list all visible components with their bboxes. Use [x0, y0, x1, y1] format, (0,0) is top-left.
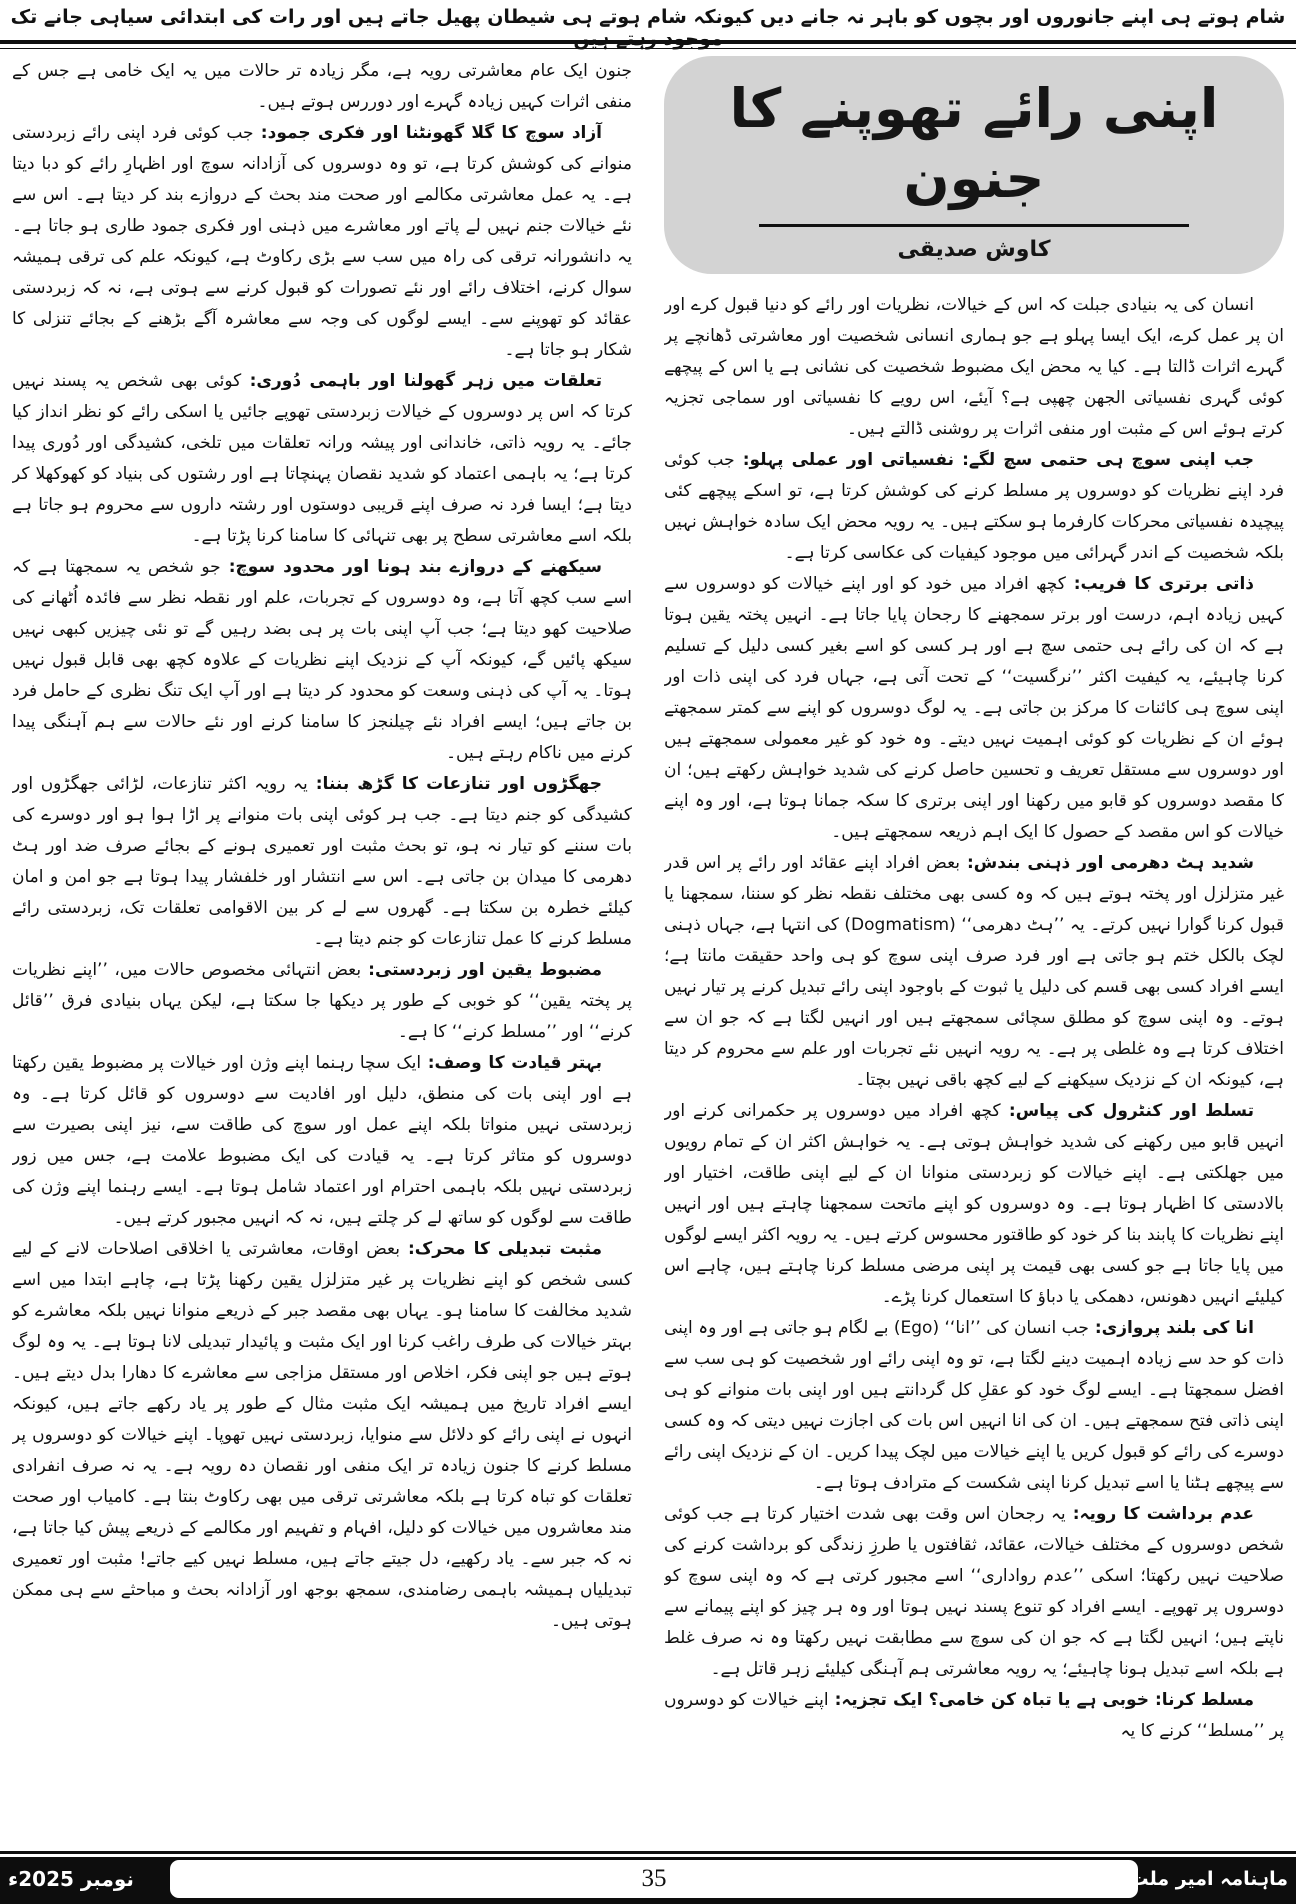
paragraph-heading: عدم برداشت کا رویہ: — [1065, 1504, 1254, 1524]
paragraph-heading: مثبت تبدیلی کا محرک: — [399, 1239, 602, 1259]
paragraph-heading: تسلط اور کنٹرول کی پیاس: — [1000, 1101, 1254, 1121]
title-underline — [759, 224, 1189, 227]
paragraph-heading: شدید ہٹ دھرمی اور ذہنی بندش: — [960, 853, 1254, 873]
author-name: کاوش صدیقی — [897, 237, 1051, 262]
article-paragraph: ذاتی برتری کا فریب: کچھ افراد میں خود کو اور اپنے خیالات کو دوسروں سے کہیں زیادہ اہم، درست اور برتر سمجھنے کا رجحان پایا جاتا ہے۔ انہیں پختہ یقین ہوتا ہے کہ ان کی رائے ہی حتمی سچ ہے اور ہر کسی کو اسے بغیر کسی دلیل کے تسلیم کرنا چاہیئے، یہ کیفیت اکثر ’’نرگسیت‘‘ کے تحت آتی ہے، جہاں فرد کی اپنی ذات اور اپنی سوچ ہی کائنات کا مرکز بن جاتی ہے۔ یہ لوگ دوسروں کو اپنے سے کمتر سمجھتے ہوئے ان کے نظریات کو کوئی اہمیت نہیں دیتے۔ وہ خود کو غیر معمولی سمجھتے ہیں اور دوسروں سے مستقل تعریف و تحسین حاصل کرنے کی شدید خواہش رکھتے ہیں؛ ان کا مقصد دوسروں کو قابو میں رکھنا اور اپنی برتری کا سکہ جمانا ہوتا ہے، اور وہ اپنے خیالات کو اس مقصد کے حصول کا ایک اہم ذریعہ سمجھتے ہیں۔ — [664, 574, 1284, 842]
article-paragraph: سیکھنے کے دروازے بند ہونا اور محدود سوچ: جو شخص یہ سمجھتا ہے کہ اسے سب کچھ آتا ہے، وہ دوسروں کے تجربات، علم اور نقطہ نظر سے فائدہ اُٹھانے کی صلاحیت کھو دیتا ہے؛ جب آپ اپنی بات پر ہی بضد رہیں گے تو نئی چیزیں کبھی نہیں سیکھ پائیں گے، کیونکہ آپ کے نزدیک اپنے نظریات کے علاوہ کچھ بھی قابل قبول نہیں ہوتا۔ یہ آپ کی ذہنی وسعت کو محدود کر دیتا ہے اور آپ ایک تنگ نظری کے حامل فرد بن جاتے ہیں؛ ایسے افراد نئے چیلنجز کا سامنا کرنے اور نئے حالات سے ہم آہنگی پیدا کرنے میں ناکام رہتے ہیں۔ — [12, 557, 632, 763]
article-paragraph: مسلط کرنا: خوبی ہے یا تباہ کن خامی؟ ایک تجزیہ: اپنے خیالات کو دوسروں پر ’’مسلط‘‘ کرنے کا یہ — [664, 1690, 1284, 1741]
paragraph-heading: آزاد سوچ کا گلا گھونٹنا اور فکری جمود: — [253, 123, 602, 143]
article-paragraph: جھگڑوں اور تنازعات کا گڑھ بننا: یہ رویہ اکثر تنازعات، لڑائی جھگڑوں اور کشیدگی کو جنم دیتا ہے۔ جب ہر کوئی اپنی بات منوانے پر اڑا ہوا ہو اور دوسرے کی بات سننے کو تیار نہ ہو، تو بحث مثبت اور تعمیری ہونے کے بجائے صرف ضد اور ہٹ دھرمی کا میدان بن جاتی ہے۔ اس سے انتشار اور خلفشار پیدا ہوتا ہے جو امن و امان کیلئے خطرہ بن سکتا ہے۔ گھروں سے لے کر بین الاقوامی تعلقات تک، زبردستی رائے مسلط کرنے کا عمل تنازعات کو جنم دیتا ہے۔ — [12, 774, 632, 949]
article-column-right — [664, 56, 1284, 1850]
paragraph-heading: جھگڑوں اور تنازعات کا گڑھ بننا: — [307, 774, 603, 794]
article-paragraph: انسان کی یہ بنیادی جبلت کہ اس کے خیالات، نظریات اور رائے کو دنیا قبول کرے اور ان پر عمل کرے، ایک ایسا پہلو ہے جو ہماری انسانی شخصیت اور معاشرتی ڈھانچے پر گہرے اثرات ڈالتا ہے۔ کیا یہ محض ایک مضبوط شخصیت کی نشانی ہے یا اس کے پیچھے کوئی گہری نفسیاتی الجھن چھپی ہے؟ آیئے، اس رویے کا نفسیاتی اور سماجی تجزیہ کرتے ہوئے اس کے مثبت اور منفی اثرات پر روشنی ڈالتے ہیں۔ — [664, 295, 1284, 439]
paragraph-heading: بہتر قیادت کا وصف: — [421, 1053, 602, 1073]
footer-issue-date: نومبر 2025ء — [8, 1867, 134, 1891]
article-paragraph: مضبوط یقین اور زبردستی: بعض انتہائی مخصوص حالات میں، ’’اپنے نظریات پر پختہ یقین‘‘ کو خوبی کے طور پر دیکھا جا سکتا ہے، لیکن یہاں بنیادی فرق ’’قائل کرنے‘‘ اور ’’مسلط کرنے‘‘ کا ہے۔ — [12, 960, 632, 1042]
page-top-note: شام ہوتے ہی اپنے جانوروں اور بچوں کو باہر نہ جانے دیں کیونکہ شام ہوتے ہی شیطان پھیل جاتے ہیں اور رات کی ابتدائی سیاہی جانے تک موجود رہتے ہیں — [10, 6, 1286, 50]
paragraph-heading: ذاتی برتری کا فریب: — [1065, 574, 1254, 594]
article-paragraph: تعلقات میں زہر گھولنا اور باہمی دُوری: کوئی بھی شخص یہ پسند نہیں کرتا کہ اس پر دوسروں کے خیالات زبردستی تھوپے جائیں یا اسکی رائے کو نظر انداز کیا جائے۔ یہ رویہ ذاتی، خاندانی اور پیشہ ورانہ تعلقات میں تلخی، کشیدگی اور دُوری پیدا کرتا ہے؛ یہ باہمی اعتماد کو شدید نقصان پہنچاتا ہے اور رشتوں کی بنیاد کو کھوکھلا کر دیتا ہے؛ ایسا فرد نہ صرف اپنے قریبی دوستوں اور رشتہ داروں سے محروم ہو جاتا ہے بلکہ اسے معاشرتی سطح پر بھی تنہائی کا سامنا کرنا پڑتا ہے۔ — [12, 371, 632, 546]
article-column-left — [12, 56, 632, 1850]
article-paragraph: بہتر قیادت کا وصف: ایک سچا رہنما اپنے وژن اور خیالات پر مضبوط یقین رکھتا ہے اور اپنی بات کی منطق، دلیل اور افادیت سے دوسروں کو قائل کرتا ہے۔ وہ زبردستی نہیں منواتا بلکہ اپنے عمل اور سوچ کی طاقت سے، نیز اپنی بصیرت سے دوسروں کو متاثر کرتا ہے۔ یہ قیادت کی ایک مضبوط علامت ہے، جس میں زور زبردستی نہیں بلکہ باہمی احترام اور اعتماد شامل ہوتا ہے۔ ایسے رہنما اپنے وژن کی طاقت سے لوگوں کو ساتھ لے کر چلتے ہیں، نہ کہ انہیں مجبور کرتے ہیں۔ — [12, 1053, 632, 1228]
paragraph-heading: مضبوط یقین اور زبردستی: — [361, 960, 603, 980]
footer-bar — [0, 1857, 1296, 1904]
paragraph-heading: سیکھنے کے دروازے بند ہونا اور محدود سوچ: — [220, 557, 602, 577]
paragraph-heading: انا کی بلند پروازی: — [1088, 1318, 1255, 1338]
paragraph-heading: مسلط کرنا: خوبی ہے یا تباہ کن خامی؟ ایک تجزیہ: — [828, 1690, 1254, 1710]
article-text-right — [664, 290, 1284, 1747]
paragraph-heading: جب اپنی سوچ ہی حتمی سچ لگے: نفسیاتی اور عملی پہلو: — [734, 450, 1254, 470]
article-text-left — [12, 56, 632, 1637]
article-title-box — [664, 56, 1284, 274]
article-paragraph: انا کی بلند پروازی: جب انسان کی ’’انا‘‘ (Ego) بے لگام ہو جاتی ہے اور وہ اپنی ذات کو حد سے زیادہ اہمیت دینے لگتا ہے، تو وہ اپنی رائے اور شخصیت کو ہی سب سے افضل سمجھتا ہے۔ ایسے لوگ خود کو عقلِ کل گردانتے ہیں اور اپنی بات منوانے کو ہی اپنی ذاتی فتح سمجھتے ہیں۔ ان کی انا انہیں اس بات کی اجازت نہیں دیتی کہ وہ کسی دوسرے کی رائے کو قبول کریں یا اپنے خیالات میں لچک پیدا کریں۔ ان کے نزدیک اپنی رائے سے پیچھے ہٹنا یا اسے تبدیل کرنا اپنی شکست کے مترادف ہوتا ہے۔ — [664, 1318, 1284, 1493]
article-paragraph: مثبت تبدیلی کا محرک: بعض اوقات، معاشرتی یا اخلاقی اصلاحات لانے کے لیے کسی شخص کو اپنے نظریات پر غیر متزلزل یقین رکھنا پڑتا ہے، چاہے ابتدا میں اسے شدید مخالفت کا سامنا ہو۔ یہاں بھی مقصد جبر کے ذریعے منوانا نہیں بلکہ معاشرے کو بہتر خیالات کی طرف راغب کرنا اور ایک مثبت و پائیدار تبدیلی لانا ہوتا ہے۔ یہ وہ لوگ ہوتے ہیں جو اپنی فکر، اخلاص اور مستقل مزاجی سے معاشرے کا دھارا بدل دیتے ہیں۔ ایسے افراد تاریخ میں ہمیشہ ایک مثبت مثال کے طور پر یاد رکھے جاتے ہیں، کیونکہ انہوں نے اپنی رائے کو دلائل سے منوایا، زبردستی نہیں تھوپا۔ اپنے خیالات کو دوسروں پر مسلط کرنے کا جنون زیادہ تر ایک منفی اور نقصان دہ رویہ ہے۔ یہ نہ صرف انفرادی تعلقات کو تباہ کرتا ہے بلکہ معاشرتی ترقی میں بھی رکاوٹ بنتا ہے۔ کامیاب اور صحت مند معاشروں میں خیالات کو دلیل، افہام و تفہیم اور مکالمے کے ذریعے پیش کیا جاتا ہے، نہ کہ جبر سے۔ یاد رکھیے، دل جیتے جاتے ہیں، مسلط نہیں کیے جاتے! مثبت اور تعمیری تبدیلیاں ہمیشہ باہمی رضامندی، سمجھ بوجھ اور آزادانہ بحث و مباحثے سے ہی ممکن ہوتی ہیں۔ — [12, 1239, 632, 1631]
page-number: 35 — [641, 1865, 667, 1892]
article-paragraph: جب اپنی سوچ ہی حتمی سچ لگے: نفسیاتی اور عملی پہلو: جب کوئی فرد اپنے نظریات کو دوسروں پر مسلط کرنے کی کوشش کرتا ہے، تو اسکے پیچھے کئی پیچیدہ نفسیاتی محرکات کارفرما ہو سکتے ہیں۔ یہ رویہ محض ایک سادہ خواہش نہیں بلکہ شخصیت کے اندر گہرائی میں موجود کیفیات کی عکاسی کرتا ہے۔ — [664, 450, 1284, 563]
article-title: اپنی رائے تھوپنے کا جنون — [729, 77, 1219, 210]
header-divider — [0, 40, 1296, 49]
footer-divider — [0, 1851, 1296, 1854]
footer-magazine-name: ماہنامہ امیر ملت — [1129, 1868, 1288, 1890]
article-paragraph: شدید ہٹ دھرمی اور ذہنی بندش: بعض افراد اپنے عقائد اور رائے پر اس قدر غیر متزلزل اور پختہ ہوتے ہیں کہ وہ کسی بھی مختلف نقطہ نظر کو سننا، سمجھنا یا قبول کرنا گوارا نہیں کرتے۔ یہ ’’ہٹ دھرمی‘‘ (Dogmatism) کی انتہا ہے، جہاں ذہنی لچک بالکل ختم ہو جاتی ہے اور فرد صرف اپنی سوچ کو ہی واحد حقیقت مانتا ہے؛ ایسے افراد کسی بھی قسم کی دلیل یا ثبوت کے باوجود اپنی رائے تبدیل کرنے پر تیار نہیں ہوتے۔ وہ اپنی سوچ کو مطلق سچائی سمجھتے ہیں اور انہیں لگتا ہے کہ جو ان سے اختلاف کرتا ہے وہ غلطی پر ہے۔ یہ رویہ انہیں نئے تجربات اور علم سے محروم کر دیتا ہے، کیونکہ ان کے نزدیک سیکھنے کے لیے کچھ باقی نہیں بچتا۔ — [664, 853, 1284, 1090]
article-paragraph: عدم برداشت کا رویہ: یہ رجحان اس وقت بھی شدت اختیار کرتا ہے جب کوئی شخص دوسروں کے مختلف خیالات، عقائد، ثقافتوں یا طرزِ زندگی کو برداشت کرنے کی صلاحیت نہیں رکھتا؛ اسکی ’’عدم رواداری‘‘ اسے مجبور کرتی ہے کہ وہ اپنی سوچ کو دوسروں پر تھوپے۔ ایسے افراد کو تنوع پسند نہیں ہوتا اور وہ ہر چیز کو اپنے پیمانے سے ناپتے ہیں؛ انہیں لگتا ہے کہ جو ان کی سوچ سے مطابقت نہیں رکھتا وہ نہ صرف غلط ہے بلکہ اسے تبدیل ہونا چاہیئے؛ یہ رویہ معاشرتی ہم آہنگی کیلیئے زہر قاتل ہے۔ — [664, 1504, 1284, 1679]
article-paragraph: آزاد سوچ کا گلا گھونٹنا اور فکری جمود: جب کوئی فرد اپنی رائے زبردستی منوانے کی کوشش کرتا ہے، تو وہ دوسروں کی آزادانہ سوچ اور اظہارِ رائے کو دبا دیتا ہے۔ یہ عمل معاشرتی مکالمے اور صحت مند بحث کے دروازے بند کر دیتا ہے۔ اس سے نئے خیالات جنم نہیں لے پاتے اور معاشرے میں ذہنی اور فکری جمود طاری ہو جاتا ہے۔ یہ دانشورانہ ترقی کی راہ میں سب سے بڑی رکاوٹ ہے، کیونکہ علم کی ترقی ہمیشہ سوال کرنے، اختلاف رائے اور نئے تصورات کو قبول کرنے سے ہوتی ہے، نہ کہ زبردستی عقائد کو تھوپنے سے۔ ایسے لوگوں کی وجہ سے معاشرہ آگے بڑھنے کے بجائے تنزلی کا شکار ہو جاتا ہے۔ — [12, 123, 632, 360]
article-paragraph: تسلط اور کنٹرول کی پیاس: کچھ افراد میں دوسروں پر حکمرانی کرنے اور انہیں قابو میں رکھنے کی شدید خواہش ہوتی ہے۔ یہ خواہش اکثر ان کے تمام رویوں میں جھلکتی ہے۔ اپنے خیالات کو زبردستی منوانا ان کے لیے اپنی طاقت، اختیار اور بالادستی کا اظہار ہوتا ہے۔ وہ دوسروں کو اپنے ماتحت سمجھنا چاہتے ہیں اور انہیں اپنے نظریات کا پابند بنا کر خود کو طاقتور محسوس کرتے ہیں۔ یہ رویہ اکثر ایسے لوگوں میں پایا جاتا ہے جو کسی بھی قیمت پر اپنی مرضی مسلط کرنا چاہتے ہیں، چاہے اس کیلیئے انہیں دھونس، دھمکی یا دباؤ کا استعمال کرنا پڑے۔ — [664, 1101, 1284, 1307]
article-paragraph: جنون ایک عام معاشرتی رویہ ہے، مگر زیادہ تر حالات میں یہ ایک خامی ہے جس کے منفی اثرات کہیں زیادہ گہرے اور دوررس ہوتے ہیں۔ — [12, 61, 632, 112]
footer-page-number-box — [170, 1860, 1138, 1898]
paragraph-heading: تعلقات میں زہر گھولنا اور باہمی دُوری: — [241, 371, 602, 391]
